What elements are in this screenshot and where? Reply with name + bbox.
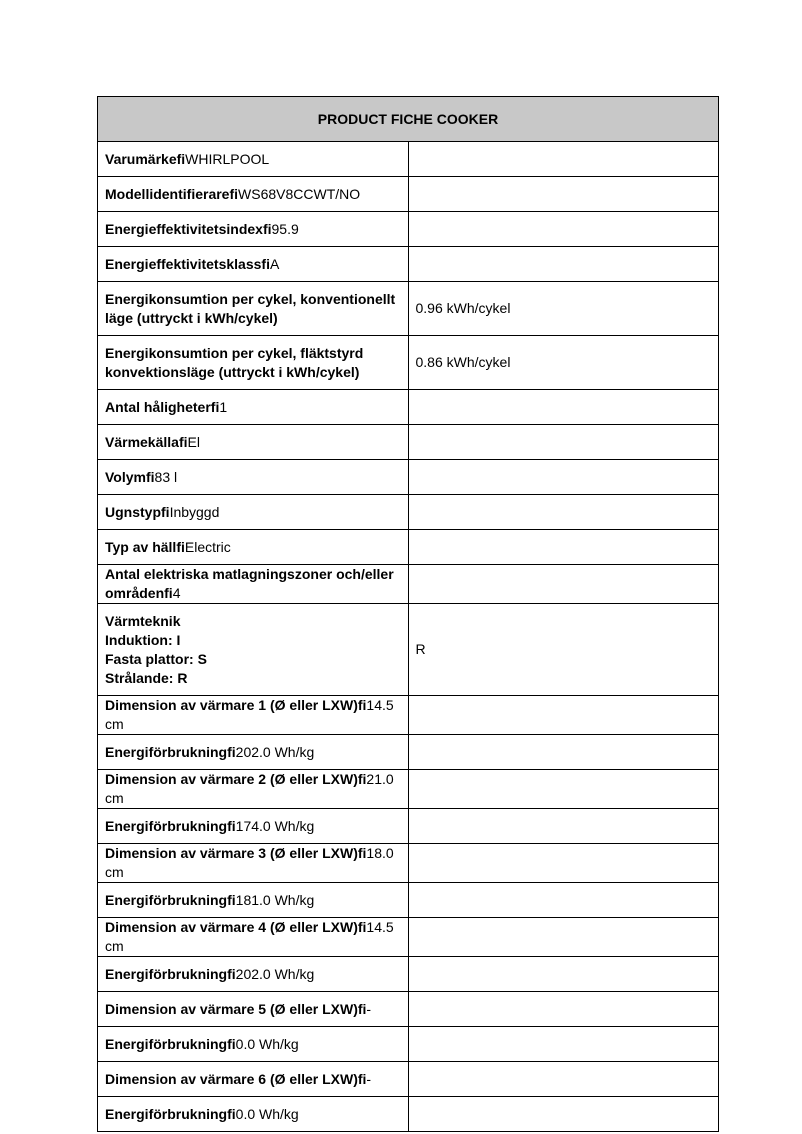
row-label-cell [98,918,409,957]
row-label-cell [98,735,409,770]
heating-type-line: Strålande: R [105,669,188,686]
table-row [98,604,719,696]
row-value-cell [408,696,719,735]
field-inline-value: Inbyggd [169,503,220,520]
table-row [98,1027,719,1062]
row-label-cell [98,282,409,336]
field-label: Värmteknik [105,612,181,629]
row-label-cell [98,425,409,460]
field-label: Energieffektivitetsklassfi [105,255,270,272]
table-row [98,495,719,530]
field-label: Ugnstypfi [105,503,170,520]
field-label: Varumärkefi [105,150,186,167]
table-row [98,918,719,957]
field-label: Dimension av värmare 1 (Ø eller LXW)fi [105,697,367,713]
field-inline-value: - [366,1000,372,1017]
field-inline-value: 202.0 Wh/kg [235,965,315,982]
field-label: Volymfi [105,468,155,485]
table-row [98,1062,719,1097]
table-row [98,770,719,809]
row-label-cell [98,212,409,247]
field-label: Energiförbrukningfi [105,965,236,982]
field-label: Energiförbrukningfi [105,817,236,834]
field-label: Dimension av värmare 3 (Ø eller LXW)fi [105,845,367,861]
title-row [98,97,719,142]
field-inline-value: WS68V8CCWT/NO [238,185,361,202]
row-value-cell: 0.96 kWh/cykel [408,282,719,336]
row-label-cell [98,460,409,495]
field-label: Energikonsumtion per cykel, konventionellt läge (uttryckt i kWh/cykel) [105,290,396,326]
field-label: Energikonsumtion per cykel, fläktstyrd konvektionsläge (uttryckt i kWh/cykel) [105,344,364,380]
row-value-cell [408,565,719,604]
row-value-cell [408,957,719,992]
row-value-cell [408,390,719,425]
field-inline-value: 174.0 Wh/kg [235,817,315,834]
row-value-cell [408,1027,719,1062]
row-value-cell [408,809,719,844]
row-label-cell [98,809,409,844]
field-inline-value: 14.5 cm [105,919,394,954]
table-row [98,177,719,212]
field-inline-value: - [366,1070,372,1087]
product-fiche-table [97,96,719,1132]
row-label-cell [98,530,409,565]
row-label-cell [98,604,409,696]
table-row [98,142,719,177]
row-label-cell [98,696,409,735]
table-row [98,247,719,282]
field-inline-value: 181.0 Wh/kg [235,891,315,908]
row-label-cell [98,565,409,604]
table-row [98,1097,719,1132]
row-label-cell [98,177,409,212]
row-value-cell [408,177,719,212]
table-row [98,460,719,495]
field-label: Dimension av värmare 5 (Ø eller LXW)fi [105,1000,367,1017]
row-label-cell [98,336,409,390]
table-row [98,336,719,390]
row-value-cell [408,1097,719,1132]
row-label-cell [98,883,409,918]
field-inline-value: 18.0 cm [105,845,394,880]
row-value-cell [408,530,719,565]
row-value-cell: 0.86 kWh/cykel [408,336,719,390]
table-row [98,883,719,918]
table-row [98,390,719,425]
field-inline-value: 0.0 Wh/kg [235,1105,299,1122]
row-value-cell [408,495,719,530]
row-label-cell [98,1027,409,1062]
field-label: Energiförbrukningfi [105,1105,236,1122]
heating-type-line: Induktion: I [105,631,181,648]
row-value-cell [408,992,719,1027]
row-value-cell [408,425,719,460]
field-label: Antal håligheterfi [105,398,220,415]
table-row [98,809,719,844]
row-label-cell [98,1097,409,1132]
fiche-title: PRODUCT FICHE COOKER [98,97,719,142]
row-value-cell [408,142,719,177]
row-label-cell [98,247,409,282]
row-label-cell [98,495,409,530]
field-label: Dimension av värmare 2 (Ø eller LXW)fi [105,771,367,787]
field-label: Modellidentifierarefi [105,185,239,202]
field-label: Energieffektivitetsindexfi [105,220,272,237]
row-value-cell: R [408,604,719,696]
row-value-cell [408,1062,719,1097]
row-label-cell [98,992,409,1027]
field-label: Dimension av värmare 4 (Ø eller LXW)fi [105,919,367,935]
field-label: Antal elektriska matlagningszoner och/eller områdenfi [105,566,394,601]
row-value-cell [408,460,719,495]
field-label: Dimension av värmare 6 (Ø eller LXW)fi [105,1070,367,1087]
table-row [98,565,719,604]
field-inline-value: 4 [172,585,181,601]
row-label-cell [98,1062,409,1097]
table-row [98,425,719,460]
field-inline-value: 0.0 Wh/kg [235,1035,299,1052]
field-inline-value: 14.5 cm [105,697,394,732]
field-inline-value: WHIRLPOOL [185,150,270,167]
row-label-cell [98,770,409,809]
field-inline-value: Electric [184,538,231,555]
row-label-cell [98,957,409,992]
row-label-cell [98,844,409,883]
table-row [98,735,719,770]
table-row [98,992,719,1027]
row-value-cell [408,735,719,770]
field-inline-value: 95.9 [271,220,299,237]
row-value-cell [408,247,719,282]
heating-type-line: Fasta plattor: S [105,650,207,667]
row-value-cell [408,918,719,957]
table-row [98,844,719,883]
field-inline-value: 21.0 cm [105,771,394,806]
field-inline-value: A [269,255,280,272]
table-row [98,957,719,992]
field-label: Typ av hällfi [105,538,185,555]
table-row [98,530,719,565]
field-inline-value: 1 [219,398,228,415]
field-inline-value: El [187,433,200,450]
row-label-cell [98,390,409,425]
field-inline-value: 202.0 Wh/kg [235,743,315,760]
table-row [98,212,719,247]
field-label: Energiförbrukningfi [105,891,236,908]
row-value-cell [408,844,719,883]
row-value-cell [408,212,719,247]
field-label: Energiförbrukningfi [105,743,236,760]
row-value-cell [408,770,719,809]
row-label-cell [98,142,409,177]
table-row [98,282,719,336]
field-label: Värmekällafi [105,433,188,450]
table-row [98,696,719,735]
row-value-cell [408,883,719,918]
field-inline-value: 83 l [154,468,178,485]
field-label: Energiförbrukningfi [105,1035,236,1052]
